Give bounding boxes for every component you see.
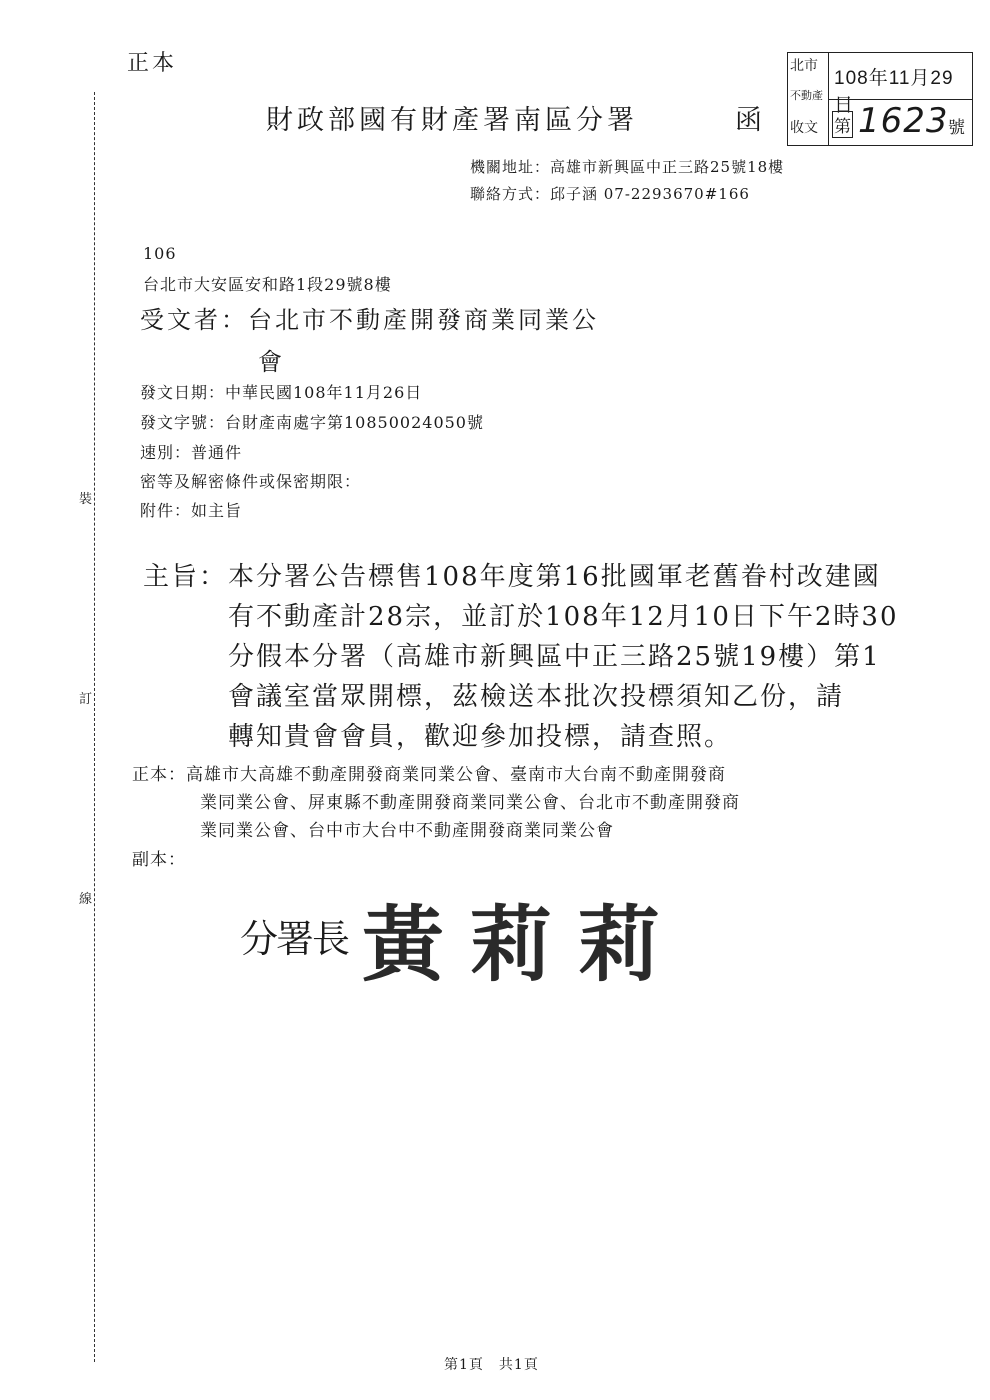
original-recipients-cont: 業同業公會、台中市大台中不動產開發商業同業公會 — [200, 821, 614, 841]
binding-line — [94, 92, 95, 1362]
binding-mark-ding: 訂 — [79, 686, 92, 709]
signatory-name: 黃莉莉 — [362, 897, 687, 993]
stamp-org — [788, 53, 829, 145]
recipient-name: 受文者：台北市不動產開發商業同業公 — [140, 306, 599, 334]
recipient-address: 台北市大安區安和路1段29號8樓 — [143, 275, 392, 294]
stamp-org-line: 收文 — [790, 119, 818, 135]
postal-code: 106 — [143, 244, 177, 263]
stamp-suffix: 號 — [948, 118, 965, 137]
subject-line: 本分署公告標售108年度第16批國軍老舊眷村改建國 — [228, 562, 881, 592]
page-footer: 第1頁 共1頁 — [444, 1357, 539, 1373]
recipient-name-cont: 會 — [258, 348, 282, 376]
secrecy-level: 密等及解密條件或保密期限： — [140, 472, 362, 491]
binding-mark-xian: 線 — [79, 886, 92, 909]
document-type: 函 — [735, 105, 762, 136]
attachment: 附件：如主旨 — [140, 501, 243, 520]
subject-label: 主旨： — [143, 562, 228, 592]
subject-line: 有不動產計28宗，並訂於108年12月10日下午2時30 — [228, 602, 899, 632]
stamp-org-line: 不動產 — [790, 90, 823, 102]
speed-class: 速別：普通件 — [140, 443, 243, 462]
original-recipients: 正本：高雄市大高雄不動產開發商業同業公會、臺南市大台南不動產開發商 — [132, 765, 726, 785]
stamp-org-line: 北市 — [790, 57, 818, 73]
document-title: 財政部國有財產署南區分署 — [266, 105, 638, 136]
signatory-title: 分署長 — [240, 919, 349, 961]
copy-mark: 正本 — [127, 51, 178, 76]
issue-number: 發文字號：台財產南處字第10850024050號 — [140, 413, 484, 432]
subject-line: 轉知貴會會員，歡迎參加投標，請查照。 — [228, 722, 733, 752]
issue-date: 發文日期：中華民國108年11月26日 — [140, 383, 423, 402]
subject-line: 分假本分署（高雄市新興區中正三路25號19樓）第1 — [228, 642, 881, 672]
copy-recipients: 副本： — [132, 850, 186, 870]
stamp-prefix: 第 — [832, 111, 853, 138]
stamp-number: 1623 — [858, 101, 949, 141]
stamp-divider — [828, 99, 972, 100]
agency-address: 機關地址：高雄市新興區中正三路25號18樓 — [470, 158, 785, 176]
stamp-date: 108年11月29日 — [834, 68, 954, 116]
receipt-stamp — [787, 52, 973, 146]
agency-contact: 聯絡方式：邱子涵 07-2293670#166 — [470, 185, 750, 203]
original-recipients-cont: 業同業公會、屏東縣不動產開發商業同業公會、台北市不動產開發商 — [200, 793, 740, 813]
binding-mark-zhuang: 裝 — [79, 486, 92, 509]
subject-line: 會議室當眾開標，茲檢送本批次投標須知乙份，請 — [228, 682, 845, 712]
